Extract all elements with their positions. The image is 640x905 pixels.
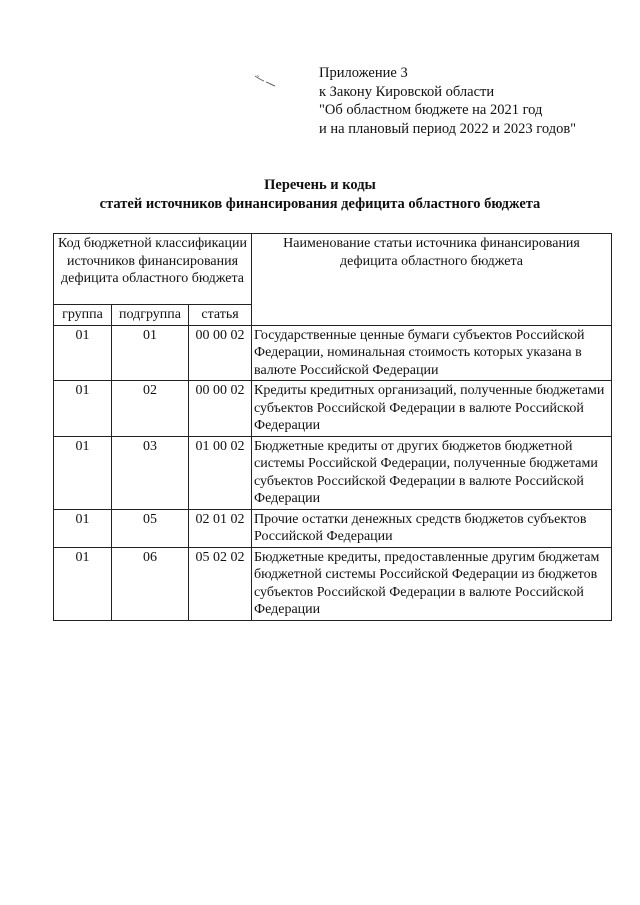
table-row [54, 381, 612, 437]
appendix-block [319, 64, 619, 138]
cell-name: Бюджетные кредиты, предоставленные другим бюджетам бюджетной системы Российской Федерации из бюджетов субъектов Российской Федерации в валюте Российской Федерации [252, 547, 612, 620]
cell-group: 01 [54, 547, 112, 620]
cell-subgroup: 01 [112, 325, 189, 381]
cell-name: Кредиты кредитных организаций, полученные бюджетами субъектов Российской Федерации в валюте Российской Федерации [252, 381, 612, 437]
table-header-row [54, 234, 612, 305]
pen-mark-icon [254, 74, 276, 88]
subheader-subgroup: подгруппа [112, 305, 189, 326]
header-code-cell: Код бюджетной классификации источников финансирования дефицита областного бюджета [54, 234, 252, 305]
title-line-1: Перечень и коды [264, 177, 376, 193]
cell-article: 01 00 02 [189, 436, 252, 509]
appendix-line-3: "Об областном бюджете на 2021 год [319, 102, 543, 118]
table-row [54, 325, 612, 381]
subheader-article: статья [189, 305, 252, 326]
header-name-cell: Наименование статьи источника финансирования дефицита областного бюджета [252, 234, 612, 326]
appendix-line-2: к Закону Кировской области [319, 83, 495, 100]
codes-table [53, 233, 612, 621]
cell-article: 00 00 02 [189, 381, 252, 437]
document-title [0, 176, 640, 214]
subheader-group: группа [54, 305, 112, 326]
cell-subgroup: 02 [112, 381, 189, 437]
cell-group: 01 [54, 381, 112, 437]
cell-group: 01 [54, 436, 112, 509]
cell-article: 00 00 02 [189, 325, 252, 381]
table-row [54, 509, 612, 547]
cell-group: 01 [54, 509, 112, 547]
cell-subgroup: 06 [112, 547, 189, 620]
appendix-line-1: Приложение 3 [319, 65, 408, 81]
cell-name: Прочие остатки денежных средств бюджетов субъектов Российской Федерации [252, 509, 612, 547]
cell-name: Государственные ценные бумаги субъектов Российской Федерации, номинальная стоимость которых указана в валюте Российской Федерации [252, 325, 612, 381]
appendix-line-4: и на плановый период 2022 и 2023 годов" [319, 120, 577, 137]
cell-article: 02 01 02 [189, 509, 252, 547]
cell-subgroup: 03 [112, 436, 189, 509]
table-row [54, 547, 612, 620]
cell-article: 05 02 02 [189, 547, 252, 620]
table-row [54, 436, 612, 509]
cell-group: 01 [54, 325, 112, 381]
cell-name: Бюджетные кредиты от других бюджетов бюджетной системы Российской Федерации, полученные бюджетами субъектов Российской Федерации в валюте Российской Федерации [252, 436, 612, 509]
cell-subgroup: 05 [112, 509, 189, 547]
title-line-2: статей источников финансирования дефицита областного бюджета [99, 196, 541, 212]
